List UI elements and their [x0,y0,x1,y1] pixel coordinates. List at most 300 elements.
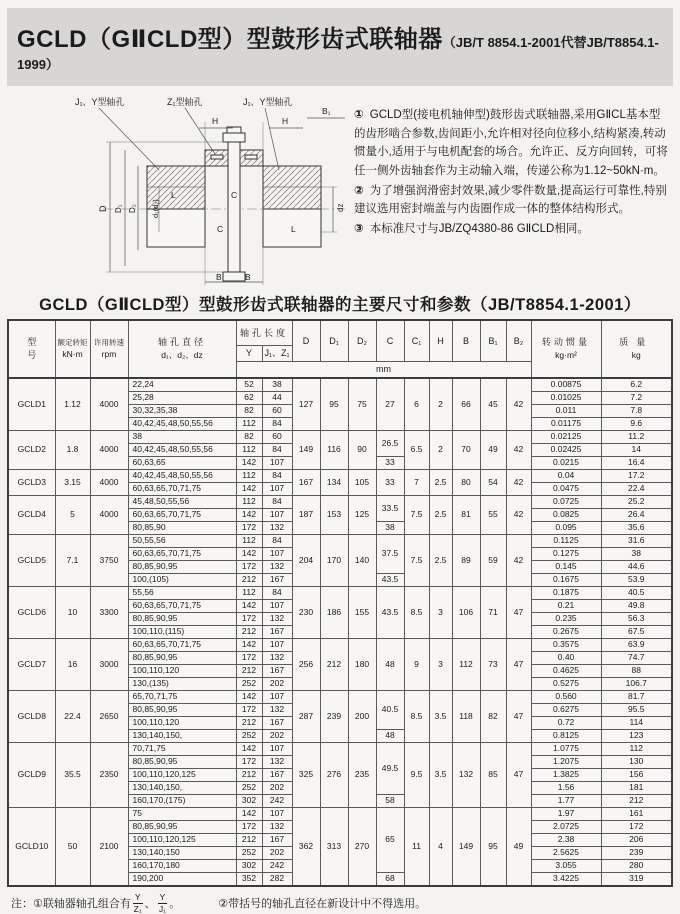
table-cell: 47 [506,691,531,743]
table-cell: 9 [404,639,429,691]
page-title-standard: （JB/T 8854.1-2001代替JB/T8854.1-1999） [17,35,659,72]
table-cell: 43.5 [376,587,404,639]
header-speed-unit: rpm [101,349,117,360]
table-cell: 202 [262,678,292,691]
table-row [8,431,672,444]
table-cell: 33 [376,470,404,496]
table-cell: 100,110,120 [128,665,236,678]
header-bore-sub: d₁、d₂、dz [161,350,203,361]
table-cell: 132 [262,704,292,717]
table-cell: 239 [601,847,672,860]
table-cell: 252 [236,847,262,860]
table-cell: 48 [376,730,404,743]
table-cell: 9.6 [601,418,672,431]
table-cell: 85 [480,743,506,808]
table-cell: 1.12 [55,378,90,431]
table-cell: 252 [236,782,262,795]
col-header-C: C [376,320,404,362]
table-cell: 325 [292,743,320,808]
table-cell: 204 [292,535,320,587]
table-cell: 142 [236,509,262,522]
table-cell: 27 [376,378,404,431]
table-cell: 112 [236,496,262,509]
note-text: 本标准尺寸与JB/ZQ4380-86 GⅡCLD相同。 [369,222,589,235]
table-row [8,496,672,509]
table-cell: 3000 [90,639,128,691]
model-group-GCLD9 [8,743,672,808]
table-cell: 2 [429,431,452,470]
table-cell: 60,63,65,70,71,75 [128,509,236,522]
table-cell: 252 [236,730,262,743]
table-cell: 60,63,65,70,71,75 [128,483,236,496]
table-cell: 172 [236,561,262,574]
table-cell: 7 [404,470,429,496]
table-cell: 0.0475 [531,483,601,496]
table-cell: 0.72 [531,717,601,730]
table-cell: 0.145 [531,561,601,574]
table-cell: 50,55,56 [128,535,236,548]
table-cell: 107 [262,600,292,613]
table-cell: 200 [348,691,376,743]
table-cell: 106 [452,587,480,639]
fraction-denominator: Z₁ [133,903,142,914]
table-cell: 4000 [90,431,128,470]
table-cell: 1.8 [55,431,90,470]
table-cell: 38 [262,378,292,392]
table-cell: 3.4225 [531,873,601,887]
table-cell: 130,140,150, [128,730,236,743]
table-cell: 49.5 [376,743,404,795]
table-cell: 26.4 [601,509,672,522]
table-cell: 81.7 [601,691,672,704]
table-cell: 60,63,65 [128,457,236,470]
table-cell: 40,42,45,48,50,55,56 [128,418,236,431]
table-cell: 256 [292,639,320,691]
table-cell: 212 [236,769,262,782]
table-cell: 112 [236,587,262,600]
table-cell: 0.0215 [531,457,601,470]
note-text: 为了增强润滑密封效果,减少零件数量,提高运行可靠性,特别建议选用密封端盖与内齿圈作成一体的整体结构形式。 [354,184,667,216]
col-header-bore-diameter [128,320,236,378]
table-cell: 270 [348,808,376,887]
table-cell: 319 [601,873,672,887]
model-group-GCLD2 [8,431,672,470]
label-hole-center: Z₁型轴孔 [167,97,203,107]
table-cell: 80,85,90,95 [128,704,236,717]
table-cell: 1.2075 [531,756,601,769]
table-cell: 84 [262,444,292,457]
col-header-D: D [292,320,320,362]
table-cell: 100,110,(115) [128,626,236,639]
table-cell: 2.5 [429,535,452,587]
table-cell: 2100 [90,808,128,887]
table-cell: 212 [236,626,262,639]
table-cell: 47 [506,587,531,639]
dimensions-table [7,319,673,887]
table-row [8,743,672,756]
table-cell: 130 [601,756,672,769]
table-cell: 44.6 [601,561,672,574]
table-cell: GCLD10 [8,808,55,887]
col-header-bore-length: 轴孔长度 [236,320,292,346]
col-header-B2: B₂ [506,320,531,362]
table-cell: 186 [320,587,348,639]
notes-panel [352,92,673,288]
table-cell: 80,85,90,95 [128,613,236,626]
dim-label-B-right: B [245,272,251,282]
table-cell: 2650 [90,691,128,743]
table-cell: 107 [262,548,292,561]
table-cell: 167 [262,717,292,730]
dim-label-L-left: L [171,190,176,200]
table-cell: 0.8125 [531,730,601,743]
table-row [8,378,672,392]
col-header-speed [90,320,128,378]
table-cell: 74.7 [601,652,672,665]
col-header-D1: D₁ [320,320,348,362]
table-row [8,808,672,821]
table-cell: 1.0775 [531,743,601,756]
table-cell: 84 [262,470,292,483]
table-cell: 149 [452,808,480,887]
table-cell: 42 [506,470,531,496]
table-cell: 84 [262,535,292,548]
dim-label-d1d2: d₁(d₂) [151,199,160,218]
header-inertia-label: 转动惯量 [542,336,591,347]
header-model-l1: 型 [27,336,37,347]
table-cell: 132 [262,613,292,626]
dim-label-B-left: B [216,272,222,282]
table-cell: 59 [480,535,506,587]
header-speed-label: 许用转速 [94,338,124,347]
table-cell: 60,63,65,70,71,75 [128,600,236,613]
table-cell: 112 [452,639,480,691]
table-cell: 0.0725 [531,496,601,509]
table-title: GCLD（GⅡCLD型）型鼓形齿式联轴器的主要尺寸和参数（JB/T8854.1-2001） [39,296,641,314]
table-cell: 84 [262,587,292,600]
table-cell: 45 [480,378,506,431]
table-cell: 16.4 [601,457,672,470]
table-cell: 130,140,150 [128,847,236,860]
dim-label-B1-top: B₁ [322,106,331,116]
table-cell: 38 [128,431,236,444]
table-cell: 107 [262,743,292,756]
model-group-GCLD1 [8,378,672,431]
table-cell: 172 [601,821,672,834]
table-cell: 0.560 [531,691,601,704]
table-cell: 75 [128,808,236,821]
table-cell: 43.5 [376,574,404,587]
table-cell: 142 [236,639,262,652]
header-mass-unit: kg [631,350,641,361]
header-torque-unit: kN·m [62,349,83,360]
table-cell: 160,170,180 [128,860,236,873]
table-cell: 116 [320,431,348,470]
table-cell: 55 [480,496,506,535]
table-cell: GCLD5 [8,535,55,587]
table-cell: 3.5 [429,691,452,743]
table-cell: 0.01025 [531,392,601,405]
table-cell: 7.5 [404,535,429,587]
note-item [354,220,671,239]
table-cell: 202 [262,730,292,743]
table-cell: 212 [320,639,348,691]
table-cell: 130,(135) [128,678,236,691]
table-cell: 60 [262,431,292,444]
table-cell: 82 [236,405,262,418]
table-cell: 95.5 [601,704,672,717]
table-cell: 235 [348,743,376,808]
table-cell: 112 [601,743,672,756]
table-cell: 80,85,90 [128,522,236,535]
table-cell: 112 [236,444,262,457]
col-header-mass [601,320,672,378]
table-cell: 7.2 [601,392,672,405]
table-cell: 100,110,120,125 [128,834,236,847]
table-cell: 2.5625 [531,847,601,860]
table-cell: GCLD7 [8,639,55,691]
table-cell: 17.2 [601,470,672,483]
table-cell: 84 [262,496,292,509]
table-cell: 123 [601,730,672,743]
table-cell: 362 [292,808,320,887]
table-cell: 42 [506,431,531,470]
table-cell: 287 [292,691,320,743]
table-cell: 0.02125 [531,431,601,444]
table-cell: 212 [236,574,262,587]
dim-label-D1: D₁ [114,204,123,213]
table-cell: 70,71,75 [128,743,236,756]
table-cell: 302 [236,795,262,808]
table-cell: 130,140,150, [128,782,236,795]
table-cell: 16 [55,639,90,691]
table-cell: 212 [236,717,262,730]
table-cell: 73 [480,639,506,691]
title-bar [7,8,673,86]
table-cell: 3750 [90,535,128,587]
table-cell: 60,63,65,70,71,75 [128,548,236,561]
table-cell: 56.3 [601,613,672,626]
bore-combo-fraction-2 [158,893,168,913]
table-cell: 80,85,90,95 [128,652,236,665]
table-cell: 71 [480,587,506,639]
table-cell: 3.055 [531,860,601,873]
table-cell: 42 [506,378,531,431]
fraction-numerator: Y [159,892,166,902]
table-cell: GCLD3 [8,470,55,496]
table-cell: 7.1 [55,535,90,587]
table-cell: 3300 [90,587,128,639]
table-cell: 132 [262,561,292,574]
header-bore-label: 轴孔直径 [157,336,206,347]
table-cell: 2.0725 [531,821,601,834]
table-cell: 100,110,120,125 [128,769,236,782]
table-cell: 4000 [90,496,128,535]
table-cell: GCLD4 [8,496,55,535]
table-cell: 62 [236,392,262,405]
table-cell: 167 [262,769,292,782]
table-cell: 0.4625 [531,665,601,678]
table-cell: 0.02425 [531,444,601,457]
table-cell: 55,56 [128,587,236,600]
table-cell: 206 [601,834,672,847]
table-cell: 106.7 [601,678,672,691]
table-row [8,639,672,652]
table-footnote [11,893,671,913]
table-cell: 35.5 [55,743,90,808]
table-cell: 132 [262,821,292,834]
table-cell: 35.6 [601,522,672,535]
table-cell: GCLD8 [8,691,55,743]
table-cell: 172 [236,522,262,535]
table-cell: 0.3575 [531,639,601,652]
table-cell: 8.5 [404,587,429,639]
table-cell: 82 [236,431,262,444]
table-cell: 107 [262,691,292,704]
label-hole-left: J₁、Y型轴孔 [75,97,125,107]
dim-label-D: D [98,205,108,212]
table-header [8,320,672,378]
table-cell: 118 [452,691,480,743]
table-cell: 65,70,71,75 [128,691,236,704]
col-header-torque [55,320,90,378]
table-cell: 6 [404,378,429,431]
table-cell: 42 [506,496,531,535]
col-header-Y: Y [236,346,262,362]
table-cell: 156 [601,769,672,782]
table-cell: 0.21 [531,600,601,613]
model-group-GCLD7 [8,639,672,691]
table-cell: 107 [262,457,292,470]
table-cell: 140 [348,535,376,587]
table-cell: 0.00875 [531,378,601,392]
table-cell: 167 [262,574,292,587]
table-cell: 0.095 [531,522,601,535]
table-cell: 50 [55,808,90,887]
table-cell: 82 [480,691,506,743]
table-cell: 172 [236,613,262,626]
table-cell: 58 [376,795,404,808]
table-cell: 212 [601,795,672,808]
header-mass-label: 质量 [619,336,654,347]
note-number: ③ [354,222,364,235]
table-cell: 10 [55,587,90,639]
table-cell: 167 [292,470,320,496]
table-row [8,587,672,600]
table-cell: 25,28 [128,392,236,405]
table-cell: 142 [236,600,262,613]
model-group-GCLD8 [8,691,672,743]
table-cell: 252 [236,678,262,691]
table-cell: 1.56 [531,782,601,795]
table-cell: 40.5 [601,587,672,600]
table-cell: 142 [236,457,262,470]
table-row [8,535,672,548]
dim-label-D2: D₂ [128,204,137,213]
table-cell: 7.5 [404,496,429,535]
table-cell: 52 [236,378,262,392]
table-cell: 22.4 [55,691,90,743]
table-cell: 0.235 [531,613,601,626]
bore-combo-fraction-1 [133,893,143,913]
table-cell: 149 [292,431,320,470]
table-cell: 2350 [90,743,128,808]
table-cell: 0.04 [531,470,601,483]
table-cell: 6.2 [601,378,672,392]
table-cell: 22,24 [128,378,236,392]
table-cell: 38 [601,548,672,561]
table-cell: 40,42,45,48,50,55,56 [128,444,236,457]
table-cell: 3.15 [55,470,90,496]
table-cell: 0.1875 [531,587,601,600]
table-cell: 66 [452,378,480,431]
table-cell: 1.77 [531,795,601,808]
note-number: ① [354,109,364,121]
coupling-body [147,127,321,281]
table-cell: 132 [452,743,480,808]
table-cell: 202 [262,782,292,795]
model-group-GCLD6 [8,587,672,639]
dim-label-C-upper: C [231,190,238,200]
table-cell: 302 [236,860,262,873]
table-cell: 45,48,50,55,56 [128,496,236,509]
table-cell: 2.5 [429,470,452,496]
col-header-B: B [452,320,480,362]
table-cell: 142 [236,743,262,756]
table-cell: 112 [236,470,262,483]
table-cell: 89 [452,535,480,587]
table-cell: 180 [348,639,376,691]
table-cell: 37.5 [376,535,404,574]
table-cell: 2.38 [531,834,601,847]
table-cell: 313 [320,808,348,887]
dim-label-H-right: H [282,116,289,126]
table-cell: 75 [348,378,376,431]
table-cell: 33 [376,457,404,470]
table-cell: 5 [55,496,90,535]
table-cell: 3 [429,639,452,691]
table-cell: 181 [601,782,672,795]
table-cell: 68 [376,873,404,887]
table-cell: 0.0825 [531,509,601,522]
table-cell: 60 [262,405,292,418]
table-cell: 40.5 [376,691,404,730]
top-section [7,92,673,288]
table-cell: 80,85,90,95 [128,821,236,834]
table-cell: 172 [236,756,262,769]
table-cell: 280 [601,860,672,873]
table-cell: 0.1275 [531,548,601,561]
table-cell: 0.1675 [531,574,601,587]
table-row [8,691,672,704]
table-cell: 172 [236,704,262,717]
table-cell: 48 [376,639,404,691]
footnote-suffix: 。 [169,898,181,910]
dim-label-L-right: L [291,224,296,234]
model-group-GCLD10 [8,808,672,887]
table-cell: 153 [320,496,348,535]
table-cell: 142 [236,691,262,704]
table-cell: 187 [292,496,320,535]
table-cell: 49.8 [601,600,672,613]
table-cell: 90 [348,431,376,470]
table-cell: 6.5 [404,431,429,470]
table-cell: 42 [506,535,531,587]
table-cell: 3.5 [429,743,452,808]
table-cell: 1.3825 [531,769,601,782]
table-cell: 22.4 [601,483,672,496]
table-cell: 25.2 [601,496,672,509]
